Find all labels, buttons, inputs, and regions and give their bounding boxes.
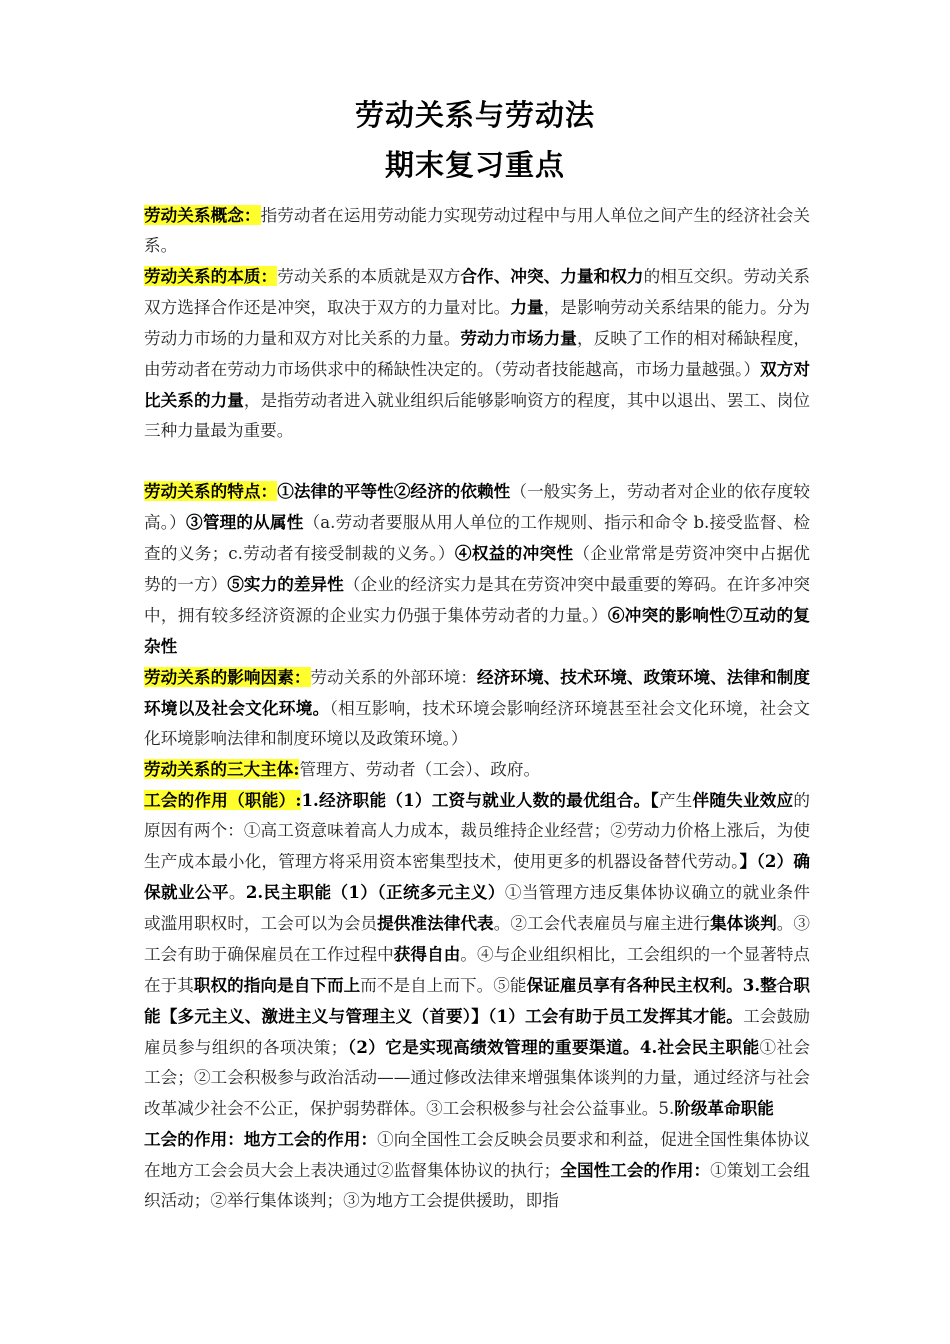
bold-text: 】（2）确保就业公平 (144, 851, 810, 902)
paragraph-union-levels (144, 1124, 810, 1216)
bold-text: 提供准法律代表 (377, 913, 494, 933)
bold-text: 力量 (510, 297, 544, 317)
paragraph-subjects (144, 754, 810, 785)
text: 劳动关系的外部环境： (310, 668, 478, 687)
paragraph-factors (144, 662, 810, 754)
paragraph-concept (144, 200, 810, 261)
text: ①当管理方违反集体协议确立的就业条件或滥用职权时，工会可以为会员 (144, 883, 811, 933)
text: 。②工会代表雇员与雇主进行 (493, 914, 711, 933)
text: （企业常常是劳资冲突中占据优势的一方） (144, 544, 811, 594)
bold-text: ①法律的平等性②经济的依赖性 (277, 481, 511, 501)
text: 的相互交织。劳动关系双方选择合作还是冲突，取决于双方的力量对比。 (144, 267, 811, 317)
bold-text: 1.经济职能（1）工资与就业人数的最优组合。【 (301, 790, 659, 810)
text: 。④与企业组织相比，工会组织的一个显著特点在于其 (144, 945, 811, 995)
text: 的原因有两个：①高工资意味着高人力成本，裁员维持企业经营；②劳动力价格上涨后，为使生产成本最小化，管理方将采用资本密集型技术，使用更多的机器设备替代劳动。 (144, 791, 810, 871)
highlight-heading: 劳动关系的三大主体: (144, 759, 300, 779)
paragraph-union-functions (144, 785, 810, 1124)
paragraph-essence (144, 261, 810, 446)
highlight-heading: 劳动关系的特点： (144, 481, 278, 501)
text: （a.劳动者要服从用人单位的工作规则、指示和命令 b.接受监督、检查的义务；c.劳动者有接受制裁的义务。） (144, 513, 811, 563)
bold-text: 全国性工会的作用： (560, 1160, 711, 1180)
doc-subtitle: 期末复习重点 (384, 148, 565, 182)
bold-text: 集体谈判 (710, 913, 777, 933)
text: 产生 (658, 791, 693, 810)
bold-text: 合作、冲突、力量和权力 (460, 266, 644, 286)
bold-text: ④权益的冲突性 (454, 543, 574, 563)
bold-text: 2.民主职能（1）（正统多元主义） (245, 882, 505, 902)
bold-text: ⑤实力的差异性 (227, 574, 344, 594)
bold-text: 劳动力市场力量 (460, 328, 577, 348)
highlight-heading: 工会的作用（职能）: (144, 790, 302, 810)
bold-text: （2）它是实现高绩效管理的重要渠道。4.社会民主职能 (347, 1037, 760, 1057)
text: ，反映了工作的相对稀缺程度，由劳动者在劳动力市场供求中的稀缺性决定的。（劳动者技能越高，市场力量越强。） (144, 329, 811, 379)
text: （企业的经济实力是其在劳资冲突中最重要的筹码。在许多冲突中，拥有较多经济资源的企业实力仍强于集体劳动者的力量。） (144, 575, 811, 625)
text: 而不是自上而下。⑤能 (360, 976, 527, 995)
text: 工会鼓励雇员参与组织的各项决策； (144, 1007, 811, 1057)
text: 。③工会有助于确保雇员在工作过程中 (144, 914, 811, 964)
doc-body (144, 200, 810, 1216)
bold-text: 伴随失业效应 (692, 790, 794, 810)
blank-line (144, 446, 810, 476)
bold-text: 阶级革命职能 (674, 1098, 774, 1118)
text: （相互影响，技术环境会影响经济环境甚至社会文化环境，社会文化环境影响法律和制度环境以及政策环境。） (144, 699, 811, 748)
bold-text: 双方对比关系的力量 (144, 359, 811, 410)
bold-text: 职权的指向是自下而上 (193, 975, 361, 995)
bold-text: ⑥冲突的影响性⑦互动的复杂性 (144, 605, 811, 656)
bold-text: 保证雇员享有各种民主权利。3.整合职能【多元主义、激进主义与管理主义（首要）】（1）工会有助于员工发挥其才能。 (144, 975, 811, 1026)
highlight-heading: 劳动关系的本质： (144, 266, 278, 286)
doc-title: 劳动关系与劳动法 (354, 98, 595, 132)
text: 管理方、劳动者（工会）、政府。 (299, 760, 541, 779)
text: 劳动关系的本质就是双方 (277, 267, 461, 286)
bold-text: 获得自由 (393, 944, 461, 964)
highlight-heading: 劳动关系的影响因素： (144, 667, 311, 687)
text: 指劳动者在运用劳动能力实现劳动过程中与用人单位之间产生的经济社会关系。 (144, 206, 811, 255)
highlight-heading: 劳动关系概念： (144, 205, 261, 225)
bold-text: ③管理的从属性 (186, 512, 304, 532)
text: 。 (228, 883, 246, 902)
text: ，是影响劳动关系结果的能力。分为劳动力市场的力量和双方对比关系的力量。 (144, 298, 811, 348)
text: ①策划工会组织活动；②举行集体谈判；③为地方工会提供援助，即指 (144, 1161, 811, 1210)
paragraph-features (144, 476, 810, 662)
text: ①向全国性工会反映会员要求和利益，促进全国性集体协议在地方工会会员大会上表决通过②监督集体协议的执行； (144, 1130, 811, 1180)
text: （一般实务上，劳动者对企业的依存度较高。） (144, 482, 811, 532)
text: ，是指劳动者进入就业组织后能够影响资方的程度，其中以退出、罢工、岗位三种力量最为重要。 (144, 391, 811, 440)
bold-text: 工会的作用：地方工会的作用： (144, 1129, 378, 1149)
bold-text: 经济环境、技术环境、政策环境、法律和制度环境以及社会文化环境。 (144, 667, 811, 718)
text: ①社会工会；②工会积极参与政治活动——通过修改法律来增强集体谈判的力量，通过经济与社会改革减少社会不公正，保护弱势群体。③工会积极参与社会公益事业。5. (144, 1038, 811, 1118)
